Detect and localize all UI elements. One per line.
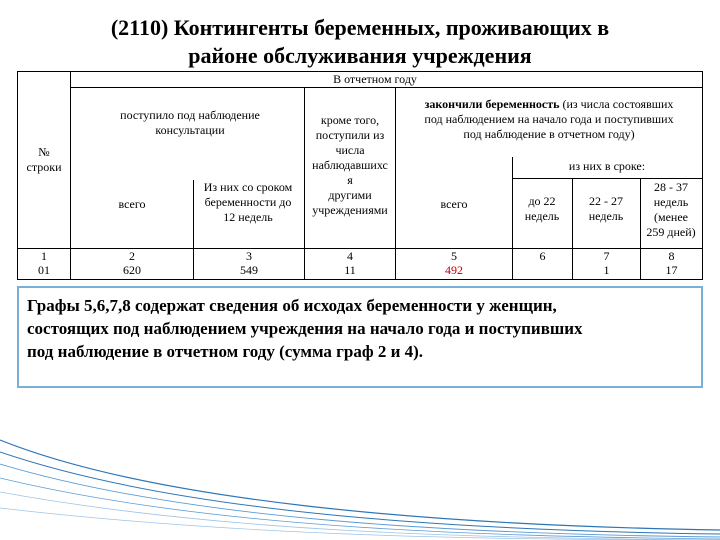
header-period: В отчетном году [333, 72, 417, 86]
page-title [0, 14, 720, 70]
column-number: 6 [539, 249, 546, 263]
header-observed-total: всего [118, 197, 146, 211]
decoration-wave-3 [0, 464, 720, 537]
table-border-bottom [17, 279, 703, 280]
header-term-28-37: 28 - 37 недель (менее 259 дней) [646, 180, 696, 239]
table-term-divider [512, 178, 702, 179]
decoration-wave-1 [0, 440, 720, 530]
title-line-2: районе обслуживания учреждения [188, 43, 532, 68]
table-period-divider [70, 87, 703, 88]
column-number: 4 [347, 249, 353, 263]
cell-term-22-27: 1 [603, 263, 610, 277]
column-number: 7 [603, 249, 610, 263]
header-row-number: № строки [26, 145, 62, 174]
cell-other-institutions: 11 [344, 263, 356, 277]
decoration-wave-2 [0, 452, 720, 534]
note-line-3: под наблюдение в отчетном году (сумма граф 2 и 4). [27, 342, 424, 361]
cell-term-28-37: 17 [665, 263, 678, 277]
note-line-2: состоящих под наблюдением учреждения на начало года и поступивших [27, 319, 583, 338]
header-finished-total: всего [440, 197, 468, 211]
column-number: 2 [129, 249, 135, 263]
header-other-institutions: кроме того, поступили из числа наблюдавшихс я другими учреждениями [312, 113, 388, 217]
column-number: 1 [41, 249, 47, 263]
cell-observed-total: 620 [123, 263, 141, 277]
header-observed: поступило под наблюдение консультации [120, 108, 260, 137]
header-term-22-27: 22 - 27 недель [588, 194, 624, 223]
header-term: из них в сроке: [568, 159, 646, 173]
explanatory-note [17, 286, 703, 388]
cell-early-term: 549 [240, 263, 258, 277]
title-line-1: (2110) Контингенты беременных, проживающих в [110, 15, 610, 40]
header-term-22: до 22 недель [524, 194, 560, 223]
row-number: 01 [38, 263, 50, 277]
header-finished-pregnancy: закончили беременность (из числа состоявших под наблюдением на начало года и поступивших под наблюдение в отчетном году) [424, 97, 674, 141]
column-number: 3 [246, 249, 252, 263]
header-early-term: Из них со сроком беременности до 12 недель [203, 180, 293, 224]
column-number: 8 [668, 249, 675, 263]
note-line-1: Графы 5,6,7,8 содержат сведения об исходах беременности у женщин, [27, 296, 557, 315]
column-number: 5 [451, 249, 457, 263]
slide-decoration [0, 430, 720, 540]
cell-finished-total: 492 [445, 263, 463, 277]
